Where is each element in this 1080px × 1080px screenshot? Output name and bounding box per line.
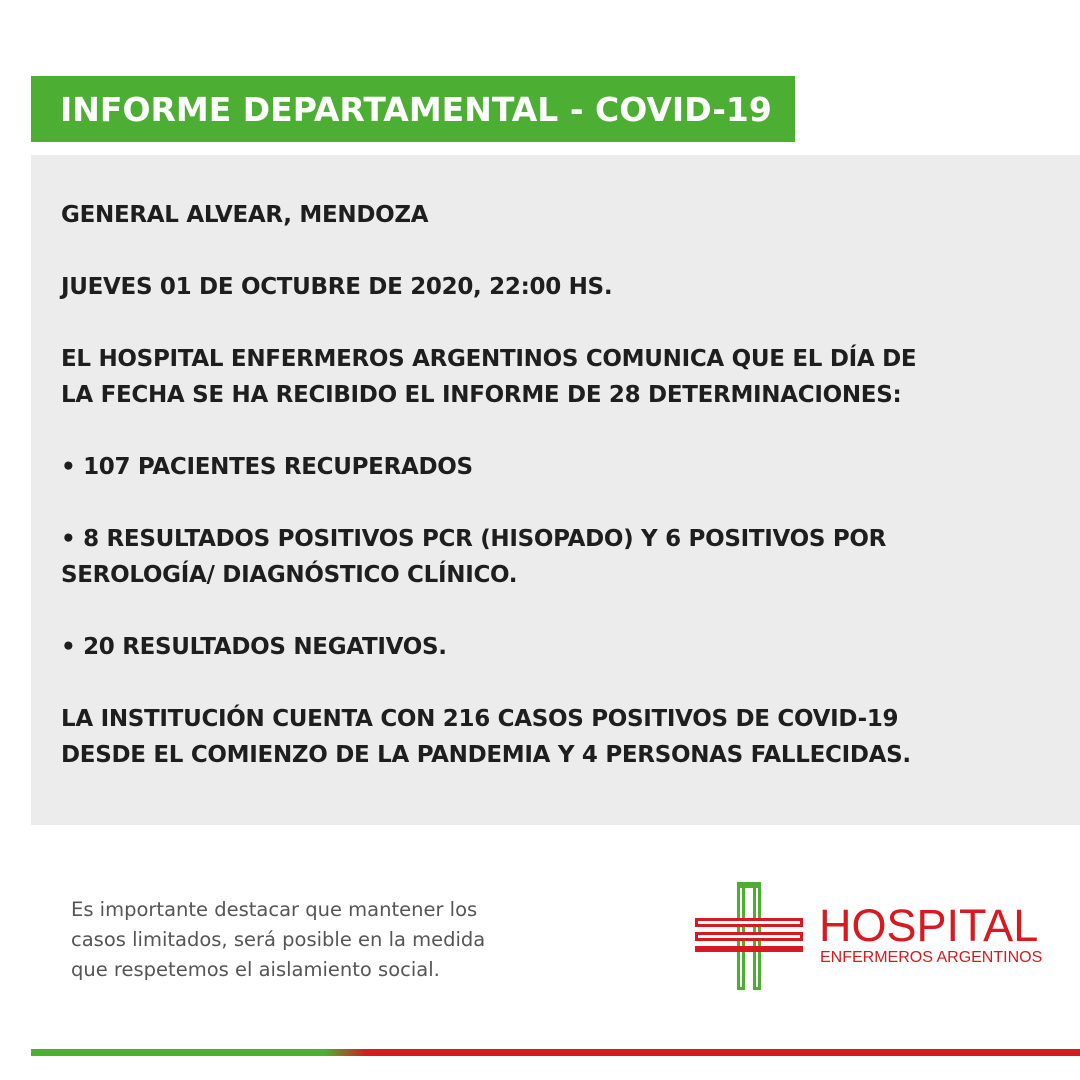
report-body: [61, 197, 1021, 773]
footer-note-line1: Es importante destacar que mantener los: [71, 898, 478, 921]
report-intro-line2: LA FECHA SE HA RECIBIDO EL INFORME DE 28 DETERMINACIONES:: [61, 382, 902, 408]
report-location: GENERAL ALVEAR, MENDOZA: [61, 202, 429, 228]
report-summary-line2: DESDE EL COMIENZO DE LA PANDEMIA Y 4 PERSONAS FALLECIDAS.: [61, 742, 911, 768]
logo-name: HOSPITAL: [819, 900, 1039, 951]
bottom-stripe: [31, 1049, 1080, 1056]
bullet-recovered: • 107 PACIENTES RECUPERADOS: [61, 454, 473, 480]
bullet-negatives: • 20 RESULTADOS NEGATIVOS.: [61, 634, 447, 660]
footer-note: [71, 895, 551, 985]
title-banner: [31, 76, 795, 142]
report-summary-line1: LA INSTITUCIÓN CUENTA CON 216 CASOS POSITIVOS DE COVID-19: [61, 706, 899, 732]
report-date: JUEVES 01 DE OCTUBRE DE 2020, 22:00 HS.: [61, 274, 613, 300]
hospital-cross-icon: [693, 880, 805, 992]
hospital-logo: [693, 880, 1053, 992]
bullet-positives: [61, 521, 1021, 593]
report-intro-line1: EL HOSPITAL ENFERMEROS ARGENTINOS COMUNICA QUE EL DÍA DE: [61, 346, 917, 372]
report-summary: [61, 701, 1021, 773]
footer-note-line3: que respetemos el aislamiento social.: [71, 958, 440, 981]
report-panel: [31, 155, 1080, 825]
page-title: INFORME DEPARTAMENTAL - COVID-19: [60, 89, 772, 129]
logo-subtitle: ENFERMEROS ARGENTINOS: [820, 949, 1043, 966]
report-intro: [61, 341, 1021, 413]
bullet-positives-line1: • 8 RESULTADOS POSITIVOS PCR (HISOPADO) Y 6 POSITIVOS POR: [61, 526, 887, 552]
footer-note-line2: casos limitados, será posible en la medida: [71, 928, 486, 951]
bullet-positives-line2: SEROLOGÍA/ DIAGNÓSTICO CLÍNICO.: [61, 562, 518, 588]
